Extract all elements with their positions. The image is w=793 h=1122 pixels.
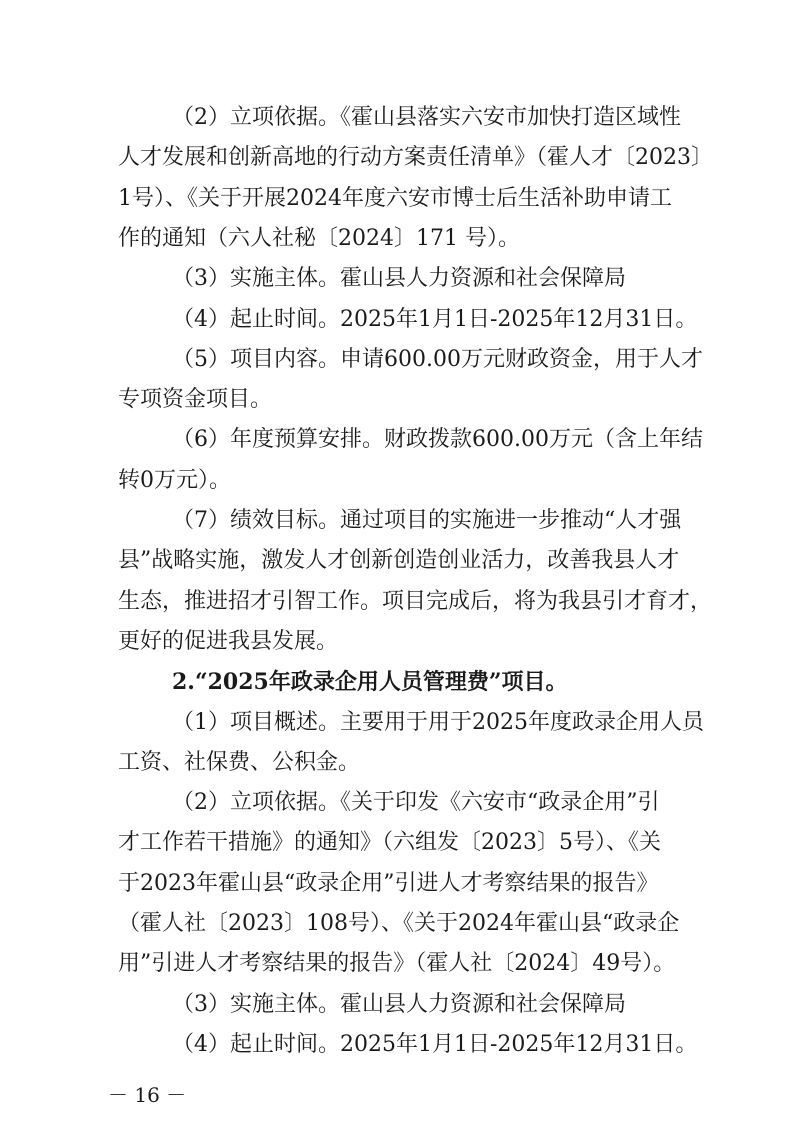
text-line: （2）立项依据。《霍山县落实六安市加快打造区域性 <box>172 105 681 130</box>
text-line: 才工作若干措施》的通知》（六组发〔2023〕5号）、《关 <box>118 830 661 855</box>
page-number: － 16 － <box>108 1083 187 1107</box>
text-line: 生态，推进招才引智工作。项目完成后，将为我县引才育才， <box>118 589 713 614</box>
text-line: （5）项目内容。申请600.00万元财政资金，用于人才 <box>172 347 703 372</box>
text-line: （1）项目概述。主要用于用于2025年度政录企用人员 <box>172 710 704 735</box>
text-line: （霍人社〔2023〕108号）、《关于2024年霍山县“政录企 <box>118 911 680 936</box>
text-line: （6）年度预算安排。财政拨款600.00万元（含上年结 <box>172 427 703 452</box>
text-line: 人才发展和创新高地的行动方案责任清单》（霍人才〔2023〕 <box>118 145 713 170</box>
text-line: 专项资金项目。 <box>118 387 273 412</box>
text-line: 县”战略实施，激发人才创新创造创业活力，改善我县人才 <box>118 548 680 573</box>
section-heading: 2.“2025年政录企用人员管理费”项目。 <box>172 669 568 695</box>
text-line: （4）起止时间。2025年1月1日-2025年12月31日。 <box>172 307 698 332</box>
text-line: 用”引进人才考察结果的报告》（霍人社〔2024〕49号）。 <box>118 951 676 976</box>
text-line: 1号）、《关于开展2024年度六安市博士后生活补助申请工 <box>118 186 672 211</box>
text-line: （7）绩效目标。通过项目的实施进一步推动“人才强 <box>172 508 682 533</box>
text-line: （3）实施主体。霍山县人力资源和社会保障局 <box>172 266 626 291</box>
text-line: 于2023年霍山县“政录企用”引进人才考察结果的报告》 <box>118 871 659 896</box>
text-line: （2）立项依据。《关于印发《六安市“政录企用”引 <box>172 790 660 815</box>
text-line: （4）起止时间。2025年1月1日-2025年12月31日。 <box>172 1032 698 1057</box>
text-line: 作的通知（六人社秘〔2024〕171 号）。 <box>118 226 520 251</box>
text-line: 转0万元）。 <box>118 468 231 493</box>
text-line: 工资、社保费、公积金。 <box>118 750 361 775</box>
text-line: （3）实施主体。霍山县人力资源和社会保障局 <box>172 992 626 1017</box>
text-line: 更好的促进我县发展。 <box>118 629 339 654</box>
